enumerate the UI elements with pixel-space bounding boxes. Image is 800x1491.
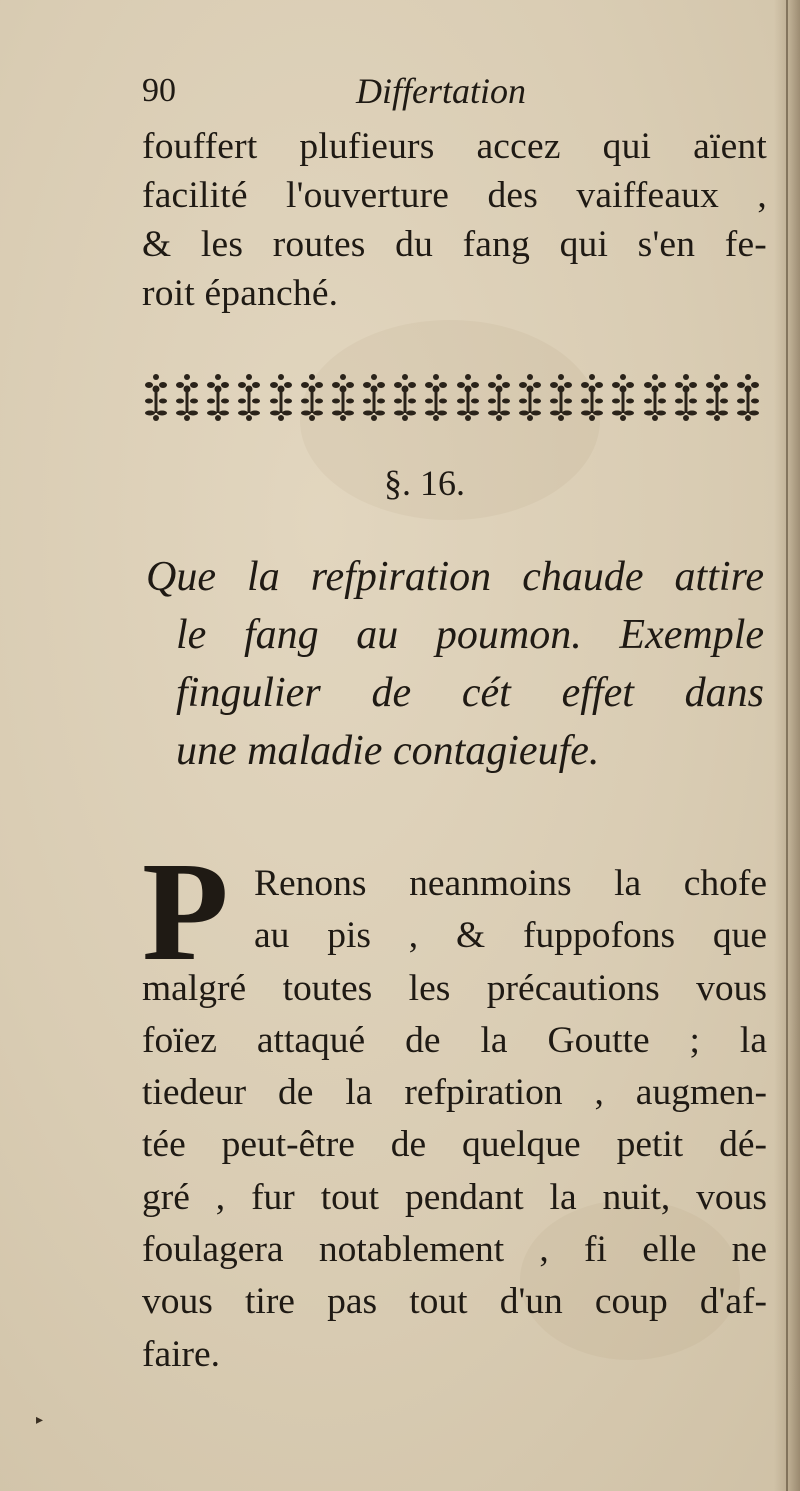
body-paragraph: [142, 858, 767, 1381]
text-line: faire.: [142, 1333, 221, 1375]
top-paragraph: [142, 122, 767, 318]
text-line: vous tire pas tout d'un coup d'af-: [142, 1281, 767, 1323]
fleuron-icon: [237, 371, 261, 423]
fleuron-icon: [643, 371, 667, 423]
heading-line: fingulier de cét effet dans: [176, 670, 764, 716]
text-line: au pis , & fuppofons que: [254, 915, 767, 957]
text-line: malgré toutes les précautions vous: [142, 967, 767, 1009]
fleuron-icon: [331, 371, 355, 423]
text-line: tée peut-être de quelque petit dé-: [142, 1124, 767, 1166]
text-line: gré , fur tout pendant la nuit, vous: [142, 1176, 767, 1218]
fleuron-icon: [736, 371, 760, 423]
fleuron-icon: [456, 371, 480, 423]
text-line: foïez attaqué de la Goutte ; la: [142, 1019, 767, 1061]
fleuron-icon: [175, 371, 199, 423]
text-line: roit épanché.: [142, 273, 339, 314]
running-title: Differtation: [356, 71, 526, 111]
fleuron-icon: [300, 371, 324, 423]
fleuron-icon: [362, 371, 386, 423]
heading-line: une maladie contagieufe.: [176, 728, 600, 774]
drop-cap: P: [142, 832, 229, 990]
fleuron-icon: [206, 371, 230, 423]
text-line: tiedeur de la refpiration , augmen-: [142, 1072, 767, 1114]
fleuron-icon: [424, 371, 448, 423]
margin-mark: ▸: [36, 1412, 44, 1428]
heading-line: Que la refpiration chaude attire: [146, 554, 764, 600]
heading-line: le fang au poumon. Exemple: [176, 612, 764, 658]
ornament-band: [144, 367, 760, 427]
fleuron-icon: [580, 371, 604, 423]
running-head: [142, 72, 762, 122]
page-number: 90: [142, 72, 176, 109]
fleuron-icon: [144, 371, 168, 423]
fleuron-icon: [611, 371, 635, 423]
fleuron-icon: [487, 371, 511, 423]
fleuron-icon: [393, 371, 417, 423]
fleuron-icon: [549, 371, 573, 423]
fleuron-icon: [674, 371, 698, 423]
text-line: facilité l'ouverture des vaiffeaux ,: [142, 175, 767, 216]
text-line: & les routes du fang qui s'en fe-: [142, 224, 767, 265]
section-number: §. 16.: [384, 463, 465, 503]
page-edge-line: [786, 0, 788, 1491]
text-line: fouffert plufieurs accez qui aïent: [142, 126, 767, 167]
fleuron-icon: [269, 371, 293, 423]
fleuron-icon: [705, 371, 729, 423]
section-heading: [146, 548, 764, 780]
text-line: foulagera notablement , fi elle ne: [142, 1229, 767, 1271]
fleuron-icon: [518, 371, 542, 423]
text-line: Renons neanmoins la chofe: [254, 863, 767, 904]
